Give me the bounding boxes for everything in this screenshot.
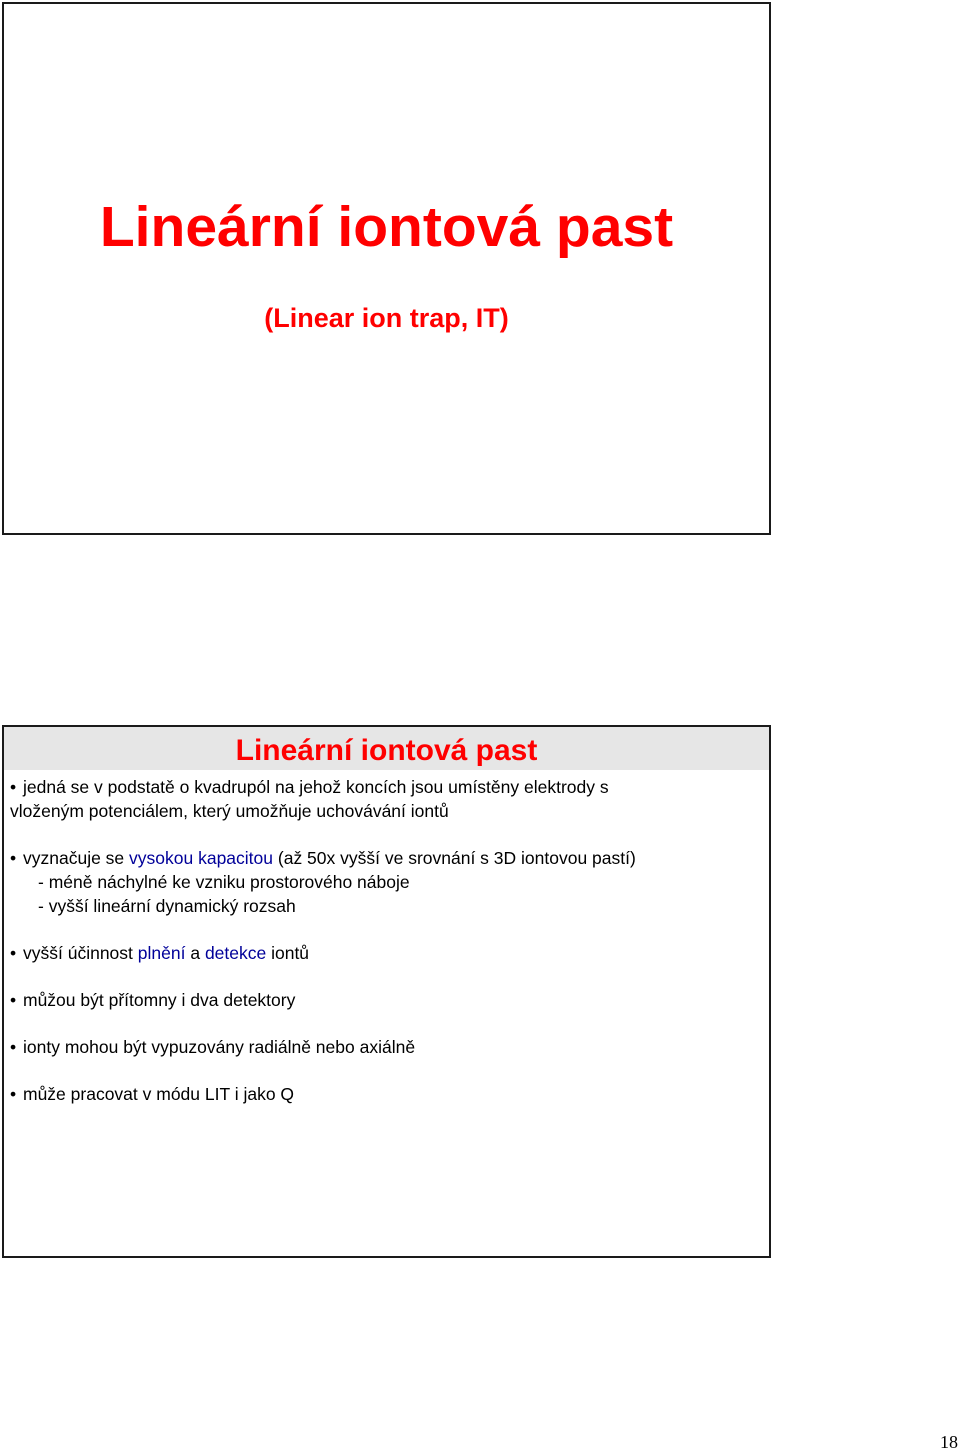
bullet-text: vyšší účinnost [23,943,138,963]
bullet-text: ionty mohou být vypuzovány radiálně nebo axiálně [23,1037,416,1057]
slide-2 [2,725,771,1258]
slide-2-content [4,770,769,1106]
bullet-text: iontů [266,943,310,963]
bullet-text: může pracovat v módu LIT i jako Q [23,1084,295,1104]
bullet-item [10,988,769,1012]
bullet-text: vyznačuje se [23,848,130,868]
sub-item: - méně náchylné ke vzniku prostorového náboje [38,872,410,892]
highlight-text: vysokou kapacitou [129,848,274,868]
bullet-text: (až 50x vyšší ve srovnání s 3D iontovou pastí) [273,848,636,868]
bullet-item [10,775,769,823]
bullet-text: a [185,943,205,963]
sub-item: - vyšší lineární dynamický rozsah [38,896,296,916]
highlight-text: plnění [137,943,186,963]
bullet-text: • jedná se v podstatě o kvadrupól na jehož koncích jsou umístěny elektrody s [23,777,609,797]
bullet-text: můžou být přítomny i dva detektory [23,990,296,1010]
bullet-item [10,941,769,965]
bullet-item [10,846,769,918]
bullet-text: vloženým potenciálem, který umožňuje uchovávání iontů [10,801,449,821]
highlight-text: detekce [204,943,267,963]
page-number: 18 [940,1432,958,1452]
bullet-item [10,1082,769,1106]
bullet-item [10,1035,769,1059]
slide-2-title: Lineární iontová past [4,727,769,770]
slide-1 [2,2,771,535]
slide-1-subtitle: (Linear ion trap, IT) [264,303,509,333]
slide-1-title: Lineární iontová past [99,195,674,259]
